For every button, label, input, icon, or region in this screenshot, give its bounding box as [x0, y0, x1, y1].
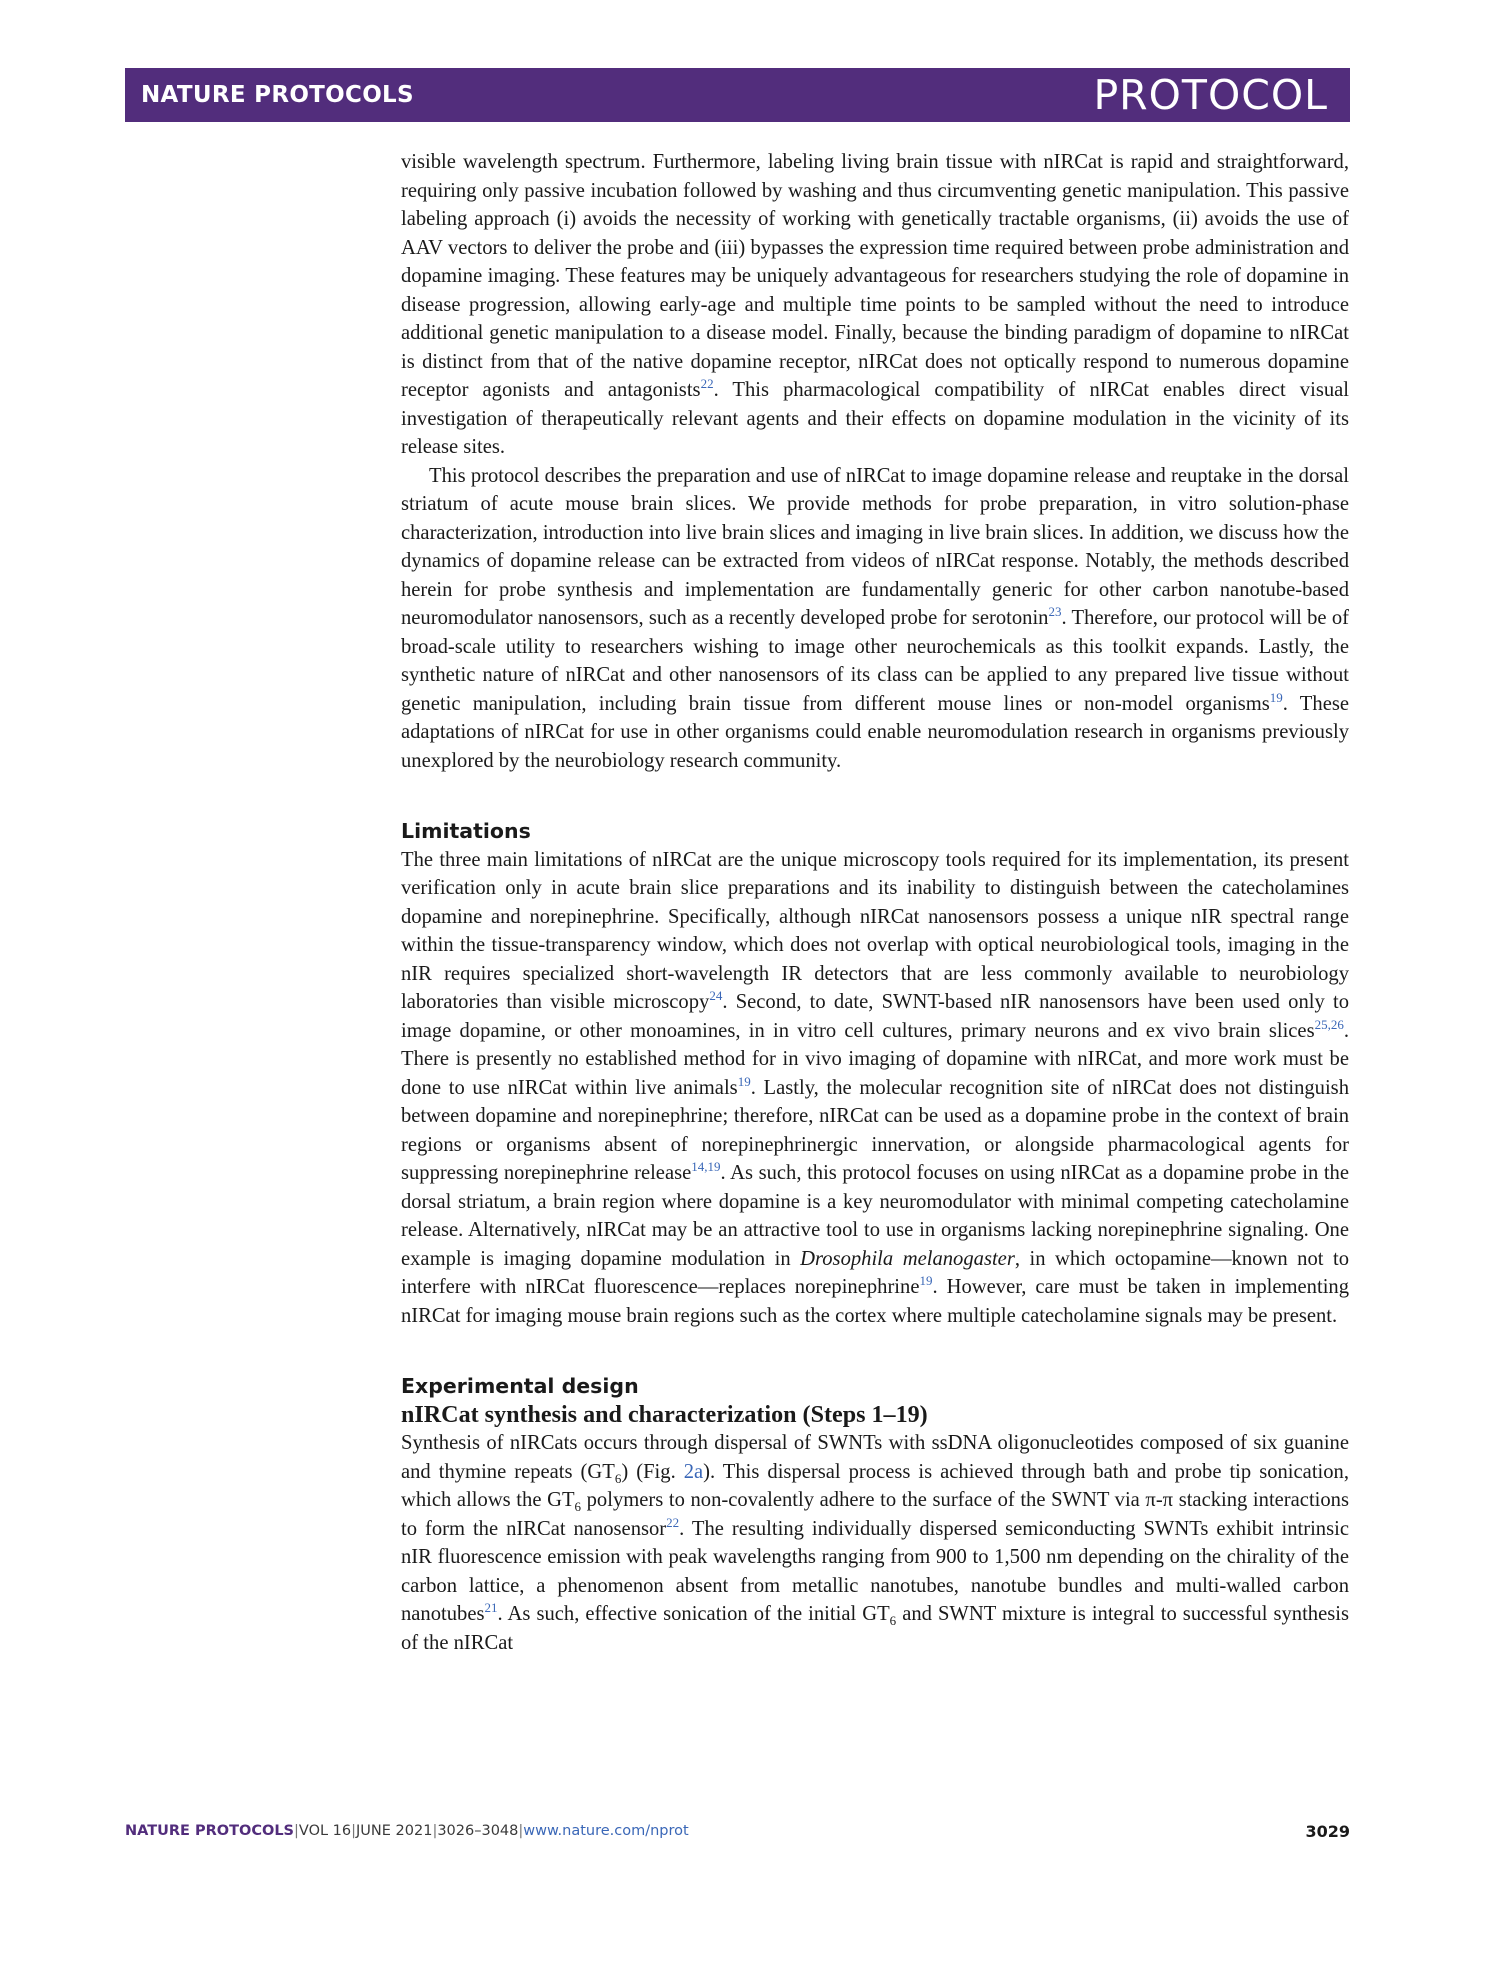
- citation-ref[interactable]: 19: [737, 1073, 751, 1089]
- paragraph-intro-1: [401, 148, 1349, 462]
- text-run: . As such, this protocol focuses on using nIRCat as a dopamine probe in the dorsal striatum, a brain region where dopamine is a key neuromodulator with minimal competing catecholamine release. Alternatively, nIRCat may be an attractive tool to use in organisms lacking norepinephrine signaling. One example is imaging dopamine modulation in: [401, 1162, 1349, 1270]
- subsection-heading: nIRCat synthesis and characterization (Steps 1–19): [401, 1401, 928, 1428]
- section-heading-experimental-design: Experimental design: [401, 1374, 639, 1398]
- footer-pages: 3026–3048: [437, 1823, 519, 1839]
- footer-journal: NATURE PROTOCOLS: [125, 1823, 295, 1839]
- citation-ref[interactable]: 22: [666, 1514, 680, 1530]
- text-run: This protocol describes the preparation and use of nIRCat to image dopamine release and reuptake in the dorsal striatum of acute mouse brain slices. We provide methods for probe preparation, in vitro solution-phase characterization, introduction into live brain slices and imaging in live brain slices. In addition, we discuss how the dynamics of dopamine release can be extracted from videos of nIRCat response. Notably, the methods described herein for probe synthesis and implementation are fundamentally generic for other carbon nanotube-based neuromodulator nanosensors, such as a recently developed probe for serotonin: [401, 464, 1349, 629]
- text-run: . There is presently no established method for in vivo imaging of dopamine with nIRCat, and more work must be done to use nIRCat within live animals: [401, 1019, 1349, 1099]
- journal-banner: [125, 68, 1350, 122]
- subscript: 6: [574, 1499, 582, 1515]
- article-body: [401, 148, 1349, 1657]
- text-run: . This pharmacological compatibility of nIRCat enables direct visual investigation of therapeutically relevant agents and their effects on dopamine modulation in the vicinity of its release sites.: [401, 379, 1350, 458]
- citation-ref[interactable]: 22: [700, 376, 714, 392]
- separator: |: [432, 1823, 438, 1839]
- separator: |: [294, 1823, 299, 1839]
- text-run: ) (Fig.: [621, 1460, 684, 1483]
- footer-volume: VOL 16: [298, 1823, 352, 1839]
- text-run: . The resulting individually dispersed semiconducting SWNTs exhibit intrinsic nIR fluorescence emission with peak wavelengths ranging from 900 to 1,500 nm depending on the chirality of the carbon lattice, a phenomenon absent from metallic nanotubes, nanotube bundles and multi-walled carbon nanotubes: [401, 1517, 1349, 1625]
- figure-link[interactable]: 2a: [683, 1460, 704, 1483]
- text-run: polymers to non-covalently adhere to the surface of the SWNT via π-π stacking interactions to form the nIRCat nanosensor: [401, 1489, 1349, 1540]
- text-run: . However, care must be taken in implementing nIRCat for imaging mouse brain regions such as the cortex where multiple catecholamine signals may be present.: [401, 1276, 1350, 1327]
- footer-date: JUNE 2021: [356, 1823, 433, 1839]
- text-run: . These adaptations of nIRCat for use in other organisms could enable neuromodulation research in organisms previously unexplored by the neurobiology research community.: [401, 692, 1349, 772]
- text-run: ). This dispersal process is achieved through bath and probe tip sonication, which allows the GT: [401, 1460, 1350, 1511]
- page-number: 3029: [1305, 1822, 1350, 1841]
- text-run: . Lastly, the molecular recognition site of nIRCat does not distinguish between dopamine and norepinephrine; therefore, nIRCat can be used as a dopamine probe in the context of brain regions or organisms absent of norepinephrinergic innervation, or alongside pharmacological agents for suppressing norepinephrine release: [401, 1076, 1349, 1184]
- citation-ref[interactable]: 21: [484, 1600, 498, 1616]
- article-type: PROTOCOL: [1093, 71, 1328, 119]
- citation-ref[interactable]: 19: [1269, 689, 1283, 705]
- citation-ref[interactable]: 24: [709, 988, 723, 1004]
- species-name: Drosophila melanogaster: [800, 1247, 1015, 1270]
- subscript: 6: [889, 1613, 897, 1629]
- paragraph-intro-2: [401, 462, 1349, 776]
- separator: |: [351, 1823, 357, 1839]
- text-run: Synthesis of nIRCats occurs through dispersal of SWNTs with ssDNA oligonucleotides composed of six guanine and thymine repeats (GT: [401, 1432, 1349, 1483]
- text-run: . Second, to date, SWNT-based nIR nanosensors have been used only to image dopamine, or other monoamines, in in vitro cell cultures, primary neurons and ex vivo brain slices: [401, 991, 1350, 1042]
- citation-ref[interactable]: 14,19: [691, 1159, 721, 1175]
- journal-name: NATURE PROTOCOLS: [141, 82, 414, 108]
- text-run: The three main limitations of nIRCat are the unique microscopy tools required for its implementation, its present verification only in acute brain slice preparations and its inability to distinguish between the catecholamines dopamine and norepinephrine. Specifically, although nIRCat nanosensors possess a unique nIR spectral range within the tissue-transparency window, which does not overlap with optical neurobiological tools, imaging in the nIR requires specialized short-wavelength IR detectors that are less commonly available to neurobiology laboratories than visible microscopy: [401, 848, 1349, 1013]
- separator: |: [518, 1823, 524, 1839]
- footer-citation: [125, 1823, 689, 1839]
- footer-url-link[interactable]: www.nature.com/nprot: [523, 1823, 689, 1839]
- citation-ref[interactable]: 25,26: [1314, 1016, 1344, 1032]
- citation-ref[interactable]: 19: [919, 1273, 933, 1289]
- text-run: , in which octopamine—known not to interfere with nIRCat fluorescence—replaces norepinephrine: [401, 1247, 1349, 1298]
- text-run: and SWNT mixture is integral to successful synthesis of the nIRCat: [401, 1603, 1349, 1654]
- section-heading-limitations: Limitations: [401, 819, 531, 843]
- citation-ref[interactable]: 23: [1048, 604, 1062, 620]
- text-run: . As such, effective sonication of the initial GT: [497, 1603, 890, 1625]
- text-run: . Therefore, our protocol will be of broad-scale utility to researchers wishing to image other neurochemicals as this toolkit expands. Lastly, the synthetic nature of nIRCat and other nanosensors of its class can be applied to any prepared live tissue without genetic manipulation, including brain tissue from different mouse lines or non-model organisms: [401, 607, 1349, 715]
- subscript: 6: [614, 1470, 622, 1486]
- paragraph-experimental-design: [401, 1429, 1349, 1657]
- paragraph-limitations: [401, 846, 1349, 1331]
- text-run: visible wavelength spectrum. Furthermore, labeling living brain tissue with nIRCat is rapid and straightforward, requiring only passive incubation followed by washing and thus circumventing genetic manipulation. This passive labeling approach (i) avoids the necessity of working with genetically tractable organisms, (ii) avoids the use of AAV vectors to deliver the probe and (iii) bypasses the expression time required between probe administration and dopamine imaging. These features may be uniquely advantageous for researchers studying the role of dopamine in disease progression, allowing early-age and multiple time points to be sampled without the need to introduce additional genetic manipulation to a disease model. Finally, because the binding paradigm of dopamine to nIRCat is distinct from that of the native dopamine receptor, nIRCat does not optically respond to numerous dopamine receptor agonists and antagonists: [401, 151, 1349, 401]
